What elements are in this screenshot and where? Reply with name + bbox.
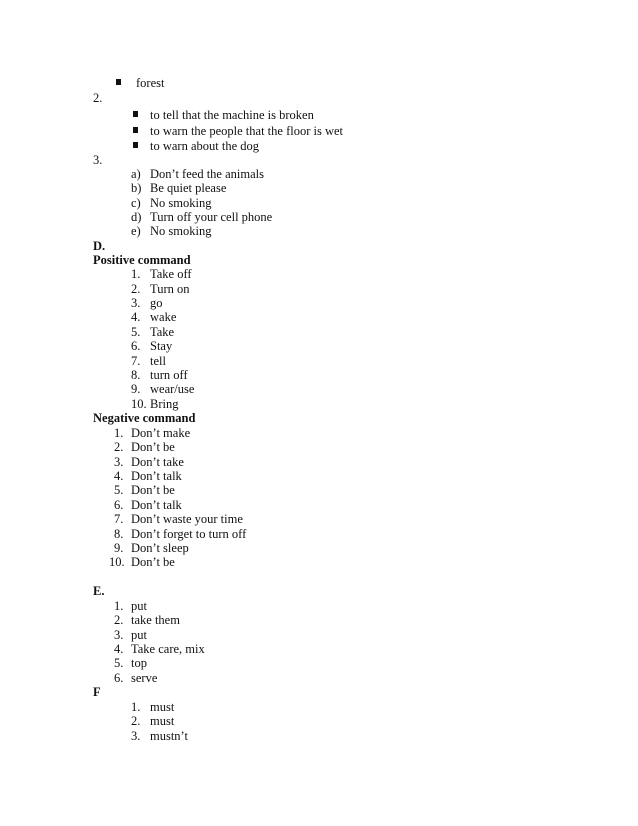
bullet-square-icon [133,127,138,133]
list-answer: Bring [150,397,179,411]
list-answer: go [150,296,163,310]
list-number: 3. [131,296,141,310]
bullet-square-icon [133,111,138,117]
list-answer: must [150,700,175,714]
list-number: 1. [131,700,141,714]
list-letter: a) [131,167,141,181]
list-answer: Take off [150,267,192,281]
list-answer: must [150,714,175,728]
bullet-square-icon [116,79,121,85]
list-answer: take them [131,613,180,627]
bullet-answer: forest [136,76,165,90]
list-answer: Don’t talk [131,498,182,512]
item-number: 3. [93,153,103,167]
list-answer: Turn on [150,282,190,296]
list-answer: Don’t forget to turn off [131,527,247,541]
list-number: 6. [131,339,141,353]
list-number: 2. [131,714,141,728]
list-answer: Turn off your cell phone [150,210,273,224]
list-number: 10. [109,555,125,569]
list-number: 3. [114,455,124,469]
list-letter: d) [131,210,142,224]
list-number: 1. [114,426,124,440]
list-number: 7. [131,354,141,368]
bullet-answer: to tell that the machine is broken [150,108,314,122]
list-answer: mustn’t [150,729,188,743]
list-answer: Don’t waste your time [131,512,243,526]
list-number: 5. [131,325,141,339]
list-letter: c) [131,196,141,210]
list-number: 2. [131,282,141,296]
list-number: 5. [114,656,124,670]
list-answer: Take care, mix [131,642,205,656]
section-heading: F [93,685,101,699]
list-answer: put [131,599,147,613]
list-letter: e) [131,224,141,238]
list-number: 10. [131,397,147,411]
list-number: 4. [114,469,124,483]
list-number: 2. [114,440,124,454]
list-number: 6. [114,671,124,685]
list-answer: Don’t be [131,555,175,569]
list-answer: turn off [150,368,188,382]
bullet-square-icon [133,142,138,148]
list-answer: Don’t talk [131,469,182,483]
list-number: 9. [131,382,141,396]
list-number: 6. [114,498,124,512]
list-number: 4. [131,310,141,324]
list-answer: Don’t take [131,455,184,469]
list-number: 3. [114,628,124,642]
list-number: 2. [114,613,124,627]
section-heading: D. [93,239,106,253]
list-number: 8. [131,368,141,382]
list-number: 1. [131,267,141,281]
list-answer: Don’t be [131,440,175,454]
list-answer: tell [150,354,166,368]
list-answer: Stay [150,339,173,353]
list-answer: No smoking [150,196,212,210]
list-number: 7. [114,512,124,526]
list-number: 3. [131,729,141,743]
list-letter: b) [131,181,142,195]
list-answer: serve [131,671,158,685]
list-answer: wear/use [150,382,195,396]
list-answer: Be quiet please [150,181,227,195]
item-number: 2. [93,91,103,105]
list-answer: Don’t make [131,426,191,440]
list-answer: Don’t be [131,483,175,497]
list-number: 9. [114,541,124,555]
list-answer: No smoking [150,224,212,238]
list-number: 5. [114,483,124,497]
list-number: 8. [114,527,124,541]
list-number: 1. [114,599,124,613]
subsection-heading: Negative command [93,411,196,425]
list-answer: top [131,656,147,670]
subsection-heading: Positive command [93,253,191,267]
list-answer: Don’t sleep [131,541,189,555]
list-answer: Don’t feed the animals [150,167,264,181]
section-heading: E. [93,584,105,598]
bullet-answer: to warn about the dog [150,139,260,153]
bullet-answer: to warn the people that the floor is wet [150,124,343,138]
list-number: 4. [114,642,124,656]
list-answer: put [131,628,147,642]
list-answer: wake [150,310,177,324]
list-answer: Take [150,325,175,339]
